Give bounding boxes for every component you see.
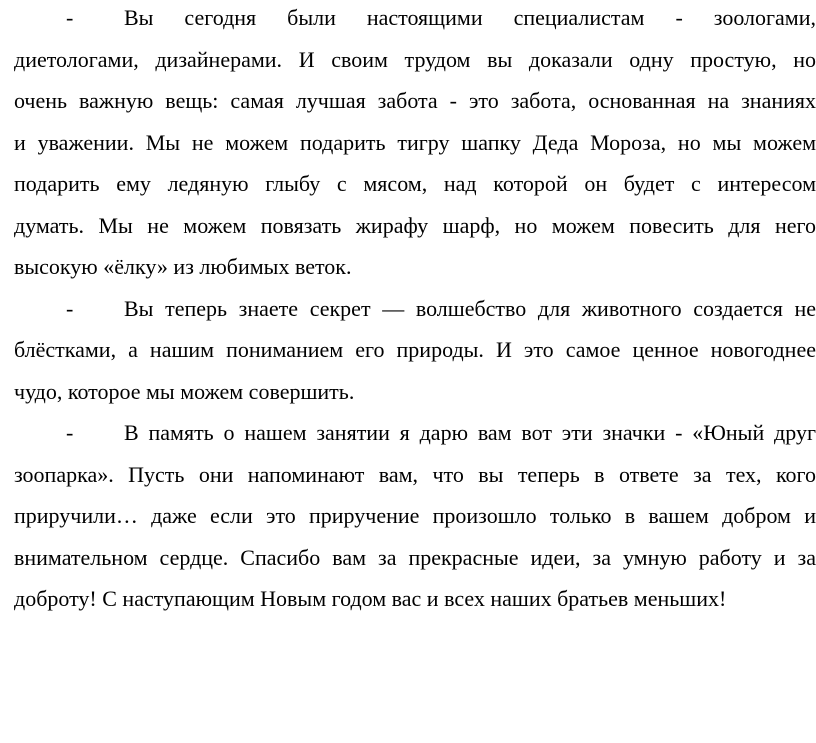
paragraph-line: доброту! С наступающим Новым годом вас и всех наших братьев меньших! <box>14 586 727 611</box>
list-dash: - <box>66 295 74 321</box>
paragraph-line <box>14 288 816 330</box>
paragraph-line <box>14 0 816 39</box>
document-page <box>14 0 816 743</box>
line-text: Вы сегодня были настоящими специалистам - зоологами, <box>124 5 816 30</box>
paragraph-line: внимательном сердце. Спасибо вам за прекрасные идеи, за умную работу и за <box>14 544 816 570</box>
line-text: В память о нашем занятии я дарю вам вот эти значки - «Юный друг <box>124 420 816 445</box>
paragraph-line: чудо, которое мы можем совершить. <box>14 378 355 404</box>
paragraph-line: зоопарка». Пусть они напоминают вам, что вы теперь в ответе за тех, кого <box>14 461 816 487</box>
paragraph-line: думать. Мы не можем повязать жирафу шарф, но можем повесить для него <box>14 212 816 238</box>
paragraph-line <box>14 412 816 454</box>
paragraph-line: высокую «ёлку» из любимых веток. <box>14 254 352 279</box>
paragraph-3 <box>14 412 816 620</box>
line-text: Вы теперь знаете секрет — волшебство для животного создается не <box>124 295 816 321</box>
paragraph-line: очень важную вещь: самая лучшая забота - это забота, основанная на знаниях <box>14 88 816 113</box>
paragraph-1 <box>14 0 816 288</box>
paragraph-line: блёстками, а нашим пониманием его природы. И это самое ценное новогоднее <box>14 337 816 362</box>
paragraph-2 <box>14 288 816 413</box>
list-dash: - <box>66 420 74 445</box>
paragraph-line: приручили… даже если это приручение произошло только в вашем добром и <box>14 503 816 528</box>
paragraph-line: подарить ему ледяную глыбу с мясом, над которой он будет с интересом <box>14 171 816 196</box>
paragraph-line: диетологами, дизайнерами. И своим трудом вы доказали одну простую, но <box>14 46 816 72</box>
paragraph-line: и уважении. Мы не можем подарить тигру шапку Деда Мороза, но мы можем <box>14 129 816 155</box>
list-dash: - <box>66 5 74 30</box>
